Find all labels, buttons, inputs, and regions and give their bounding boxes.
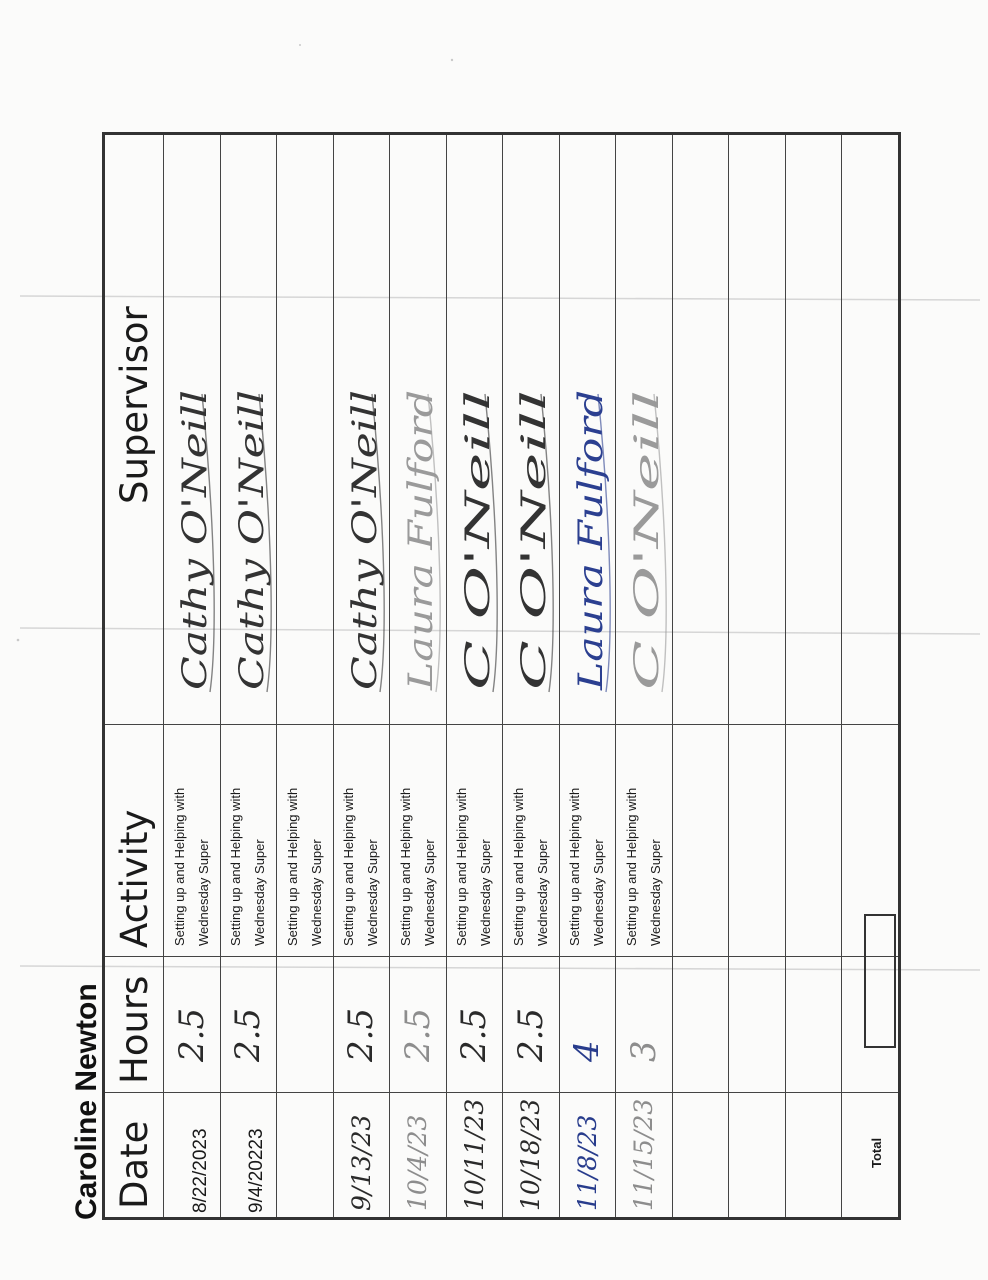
hours-cell bbox=[390, 957, 447, 1093]
activity-text: Wednesday Super bbox=[534, 839, 550, 946]
hours-value: 2.5 bbox=[510, 1007, 551, 1062]
table-row bbox=[390, 134, 447, 1219]
activity-text: Wednesday Super bbox=[252, 839, 268, 946]
activity-text: Setting up and Helping with bbox=[171, 787, 187, 946]
signature-scribble bbox=[559, 334, 616, 694]
hours-header: Hours bbox=[104, 957, 164, 1093]
table-row bbox=[277, 134, 334, 1219]
supervisor-cell bbox=[220, 134, 277, 725]
activity-header: Activity bbox=[104, 725, 164, 957]
signature-scribble bbox=[333, 334, 390, 694]
supervisor-signature bbox=[333, 334, 390, 694]
table-row bbox=[333, 134, 390, 1219]
timesheet-sheet bbox=[60, 130, 930, 1220]
activity-cell bbox=[729, 725, 786, 957]
date-cell bbox=[333, 1093, 390, 1219]
signature-scribble bbox=[220, 334, 277, 694]
supervisor-cell bbox=[616, 134, 673, 725]
activity-text: Wednesday Super bbox=[647, 839, 663, 946]
date-cell bbox=[503, 1093, 560, 1219]
hours-cell bbox=[559, 957, 616, 1093]
signature-scribble bbox=[164, 334, 221, 694]
signature-text: Cathy O'Neill bbox=[344, 458, 385, 690]
activity-cell bbox=[785, 725, 842, 957]
hours-value: 3 bbox=[623, 1040, 664, 1062]
date-cell bbox=[220, 1093, 277, 1219]
activity-cell bbox=[390, 725, 447, 957]
activity-text: Wednesday Super bbox=[365, 839, 381, 946]
hours-cell bbox=[333, 957, 390, 1093]
activity-cell bbox=[672, 725, 729, 957]
date-header: Date bbox=[104, 1093, 164, 1219]
date-cell bbox=[616, 1093, 673, 1219]
header-row bbox=[104, 134, 164, 1219]
signature-text: Cathy O'Neill bbox=[175, 458, 215, 690]
supervisor-header: Supervisor bbox=[104, 134, 164, 725]
hours-cell bbox=[164, 957, 221, 1093]
activity-text: Setting up and Helping with bbox=[623, 787, 639, 946]
date-value: 10/4/23 bbox=[403, 1114, 433, 1211]
hours-cell bbox=[616, 957, 673, 1093]
supervisor-cell bbox=[164, 134, 221, 725]
supervisor-cell bbox=[842, 134, 900, 725]
activity-cell bbox=[164, 725, 221, 957]
hours-value: 2.5 bbox=[228, 1007, 269, 1062]
supervisor-signature bbox=[616, 334, 673, 694]
total-box bbox=[864, 914, 896, 1048]
signature-text: Laura Fulford bbox=[570, 450, 611, 690]
date-cell bbox=[390, 1093, 447, 1219]
supervisor-cell bbox=[729, 134, 786, 725]
activity-text: Setting up and Helping with bbox=[454, 787, 470, 946]
hours-table bbox=[102, 132, 901, 1220]
activity-text: Setting up and Helping with bbox=[567, 787, 583, 946]
signature-scribble bbox=[446, 334, 503, 694]
hours-value: 4 bbox=[567, 1040, 608, 1062]
table-row bbox=[220, 134, 277, 1219]
date-value: 10/18/23 bbox=[516, 1098, 546, 1211]
table-row bbox=[672, 134, 729, 1219]
date-value: 11/15/23 bbox=[629, 1098, 659, 1211]
date-value: 9/13/23 bbox=[346, 1114, 376, 1211]
signature-text: C O'Neill bbox=[514, 533, 554, 690]
date-cell bbox=[164, 1093, 221, 1219]
signature-text: Cathy O'Neill bbox=[231, 458, 272, 690]
hours-cell bbox=[220, 957, 277, 1093]
signature-text: Laura Fulford bbox=[401, 450, 441, 690]
hours-value: 2.5 bbox=[171, 1007, 212, 1062]
activity-cell bbox=[446, 725, 503, 957]
date-value: 9/4/20223 bbox=[246, 1128, 268, 1213]
hours-cell bbox=[672, 957, 729, 1093]
table-row bbox=[559, 134, 616, 1219]
signature-scribble bbox=[616, 334, 673, 694]
date-value: 10/11/23 bbox=[459, 1098, 489, 1211]
supervisor-cell bbox=[277, 134, 334, 725]
hours-value: 2.5 bbox=[341, 1007, 382, 1062]
supervisor-signature bbox=[559, 334, 616, 694]
table-row bbox=[446, 134, 503, 1219]
supervisor-cell bbox=[333, 134, 390, 725]
supervisor-cell bbox=[785, 134, 842, 725]
activity-text: Setting up and Helping with bbox=[228, 787, 244, 946]
activity-text: Setting up and Helping with bbox=[510, 787, 526, 946]
date-cell bbox=[672, 1093, 729, 1219]
table-row bbox=[616, 134, 673, 1219]
activity-cell bbox=[559, 725, 616, 957]
activity-text: Setting up and Helping with bbox=[284, 787, 300, 946]
activity-text: Wednesday Super bbox=[421, 839, 437, 946]
table-row bbox=[842, 134, 900, 1219]
date-cell bbox=[729, 1093, 786, 1219]
signature-scribble bbox=[390, 334, 447, 694]
activity-text: Wednesday Super bbox=[195, 839, 211, 946]
activity-text: Wednesday Super bbox=[308, 839, 324, 946]
activity-text: Setting up and Helping with bbox=[397, 787, 413, 946]
supervisor-cell bbox=[390, 134, 447, 725]
hours-cell bbox=[277, 957, 334, 1093]
date-cell bbox=[785, 1093, 842, 1219]
activity-text: Wednesday Super bbox=[591, 839, 607, 946]
date-value: 11/8/23 bbox=[572, 1114, 602, 1211]
activity-text: Wednesday Super bbox=[478, 839, 494, 946]
hours-cell bbox=[785, 957, 842, 1093]
hours-cell bbox=[446, 957, 503, 1093]
signature-text: C O'Neill bbox=[627, 533, 667, 690]
volunteer-name: Caroline Newton bbox=[70, 983, 103, 1220]
hours-value: 2.5 bbox=[397, 1007, 438, 1062]
hours-cell bbox=[503, 957, 560, 1093]
supervisor-signature bbox=[220, 334, 277, 694]
supervisor-cell bbox=[672, 134, 729, 725]
date-value: 8/22/2023 bbox=[189, 1128, 211, 1213]
activity-cell bbox=[277, 725, 334, 957]
supervisor-signature bbox=[446, 334, 503, 694]
activity-cell bbox=[333, 725, 390, 957]
activity-text: Setting up and Helping with bbox=[341, 787, 357, 946]
hours-value: 2.5 bbox=[454, 1007, 495, 1062]
table-row bbox=[729, 134, 786, 1219]
supervisor-signature bbox=[164, 334, 221, 694]
activity-cell bbox=[220, 725, 277, 957]
supervisor-cell bbox=[503, 134, 560, 725]
date-cell bbox=[277, 1093, 334, 1219]
table-row bbox=[785, 134, 842, 1219]
supervisor-cell bbox=[559, 134, 616, 725]
date-cell bbox=[559, 1093, 616, 1219]
signature-text: C O'Neill bbox=[457, 533, 498, 690]
hours-cell bbox=[729, 957, 786, 1093]
supervisor-signature bbox=[503, 334, 560, 694]
supervisor-cell bbox=[446, 134, 503, 725]
table-row bbox=[503, 134, 560, 1219]
activity-cell bbox=[616, 725, 673, 957]
signature-scribble bbox=[503, 334, 560, 694]
date-cell bbox=[446, 1093, 503, 1219]
table-row bbox=[164, 134, 221, 1219]
activity-cell bbox=[503, 725, 560, 957]
total-label: Total bbox=[869, 1137, 884, 1168]
supervisor-signature bbox=[390, 334, 447, 694]
